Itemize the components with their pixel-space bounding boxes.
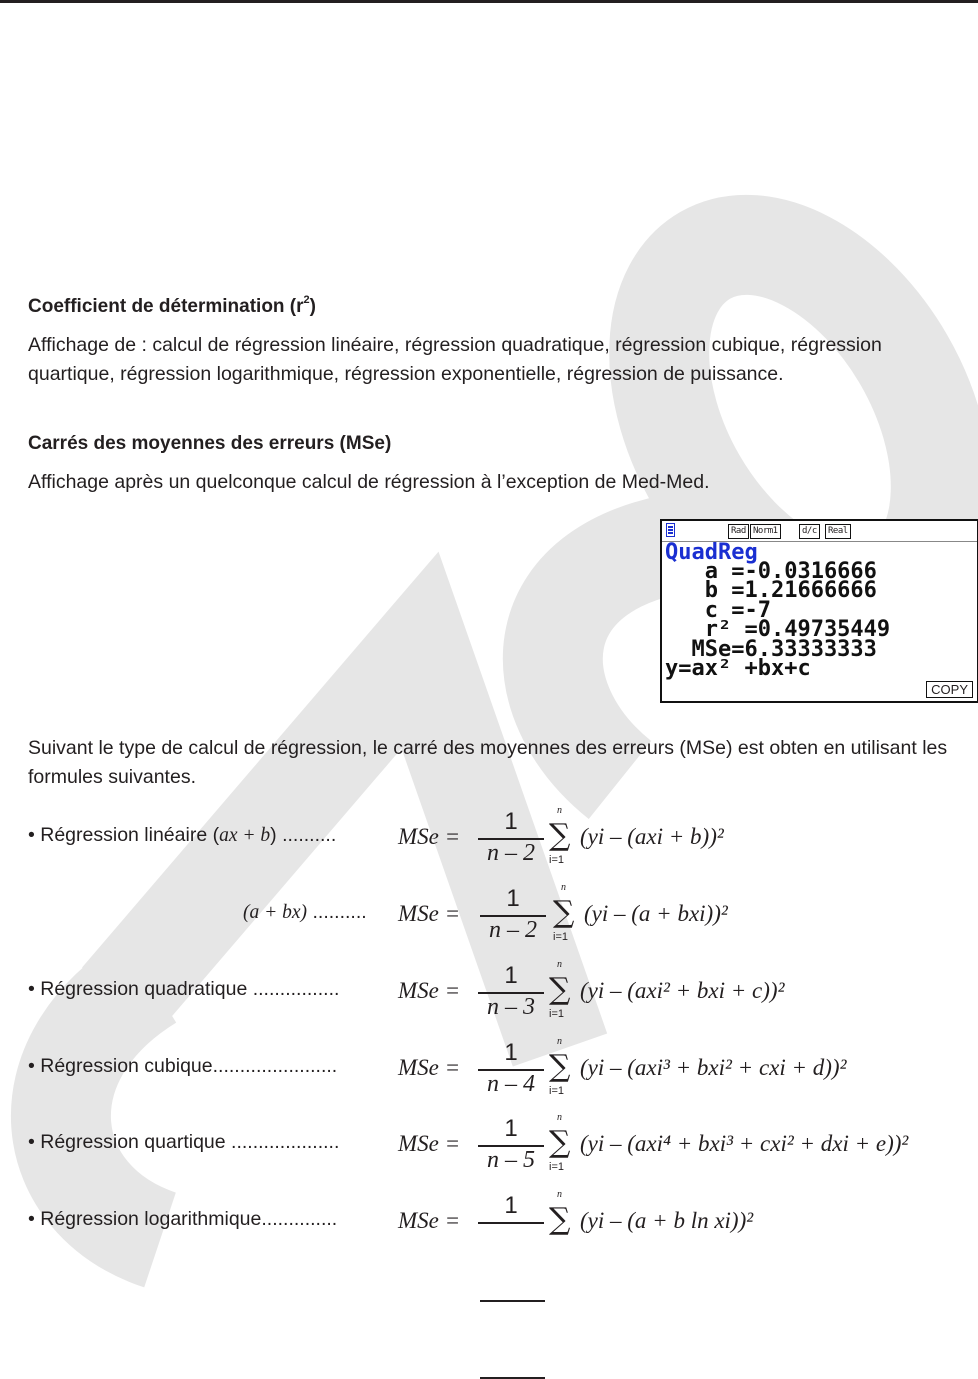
calc-line-mse: MSe=6.33333333 bbox=[665, 637, 877, 662]
sum-upper: n bbox=[557, 1112, 562, 1123]
calc-line-a: a =-0.0316666 bbox=[665, 559, 877, 584]
badge-dc: d/c bbox=[799, 524, 820, 539]
heading-r2-end: ) bbox=[309, 296, 316, 317]
sum-upper: n bbox=[557, 1189, 562, 1200]
calc-title: QuadReg bbox=[665, 540, 758, 565]
heading-r2 bbox=[28, 296, 316, 318]
mse-lhs: MSe = bbox=[398, 1131, 461, 1156]
formula-label-cubic: • Régression cubique....................... bbox=[28, 1055, 338, 1077]
sigma-icon: ∑ n i=1 bbox=[549, 805, 571, 866]
badge-norm: Norm1 bbox=[750, 524, 781, 539]
sigma-icon: ∑ n i=1 bbox=[549, 959, 571, 1020]
denominator: n – 2 bbox=[489, 917, 537, 943]
numerator: 1 bbox=[504, 1039, 518, 1066]
mse-lhs: MSe = bbox=[398, 978, 461, 1003]
mse-lhs: MSe = bbox=[398, 1055, 461, 1080]
formula-expression: (yi – (axi⁴ + bxi³ + cxi² + dxi + e))² bbox=[580, 1131, 909, 1156]
calc-line-c: c =-7 bbox=[665, 598, 771, 623]
fraction-bar bbox=[480, 1300, 545, 1302]
model-text: (a + bx) bbox=[243, 902, 308, 923]
heading-mse: Carrés des moyennes des erreurs (MSe) bbox=[28, 433, 392, 454]
formula-label-quartic: • Régression quartique .................... bbox=[28, 1131, 340, 1153]
calculator-screen bbox=[660, 519, 978, 703]
heading-r2-text: Coefficient de détermination (r bbox=[28, 296, 304, 317]
sum-lower: i=1 bbox=[549, 1085, 564, 1097]
paragraph-mse: Affichage après un quelconque calcul de régression à l’exception de Med-Med. bbox=[28, 471, 710, 493]
numerator: 1 bbox=[506, 885, 520, 912]
formula-label-logarithmic: • Régression logarithmique.............. bbox=[28, 1208, 338, 1230]
calc-line-model: y=ax² +bx+c bbox=[665, 656, 811, 681]
label-dots: ) .......... bbox=[270, 824, 337, 846]
mse-lhs: MSe = bbox=[398, 824, 461, 849]
battery-icon bbox=[666, 523, 675, 537]
copy-softkey[interactable]: COPY bbox=[926, 681, 973, 698]
heading-r2-sup: 2 bbox=[303, 294, 310, 306]
sum-lower: i=1 bbox=[553, 931, 568, 943]
fraction-bar bbox=[478, 1222, 544, 1224]
fraction-bar bbox=[480, 1377, 545, 1379]
sum-lower: i=1 bbox=[549, 1008, 564, 1020]
sum-upper: n bbox=[557, 959, 562, 970]
sum-upper: n bbox=[557, 1036, 562, 1047]
numerator: 1 bbox=[504, 962, 518, 989]
mse-lhs: MSe = bbox=[398, 1208, 461, 1233]
sum-upper: n bbox=[561, 882, 566, 893]
label-dots: .......... bbox=[307, 901, 367, 923]
sigma-icon: ∑ n i=1 bbox=[549, 1112, 571, 1173]
formula-expression: (yi – (axi³ + bxi² + cxi + d))² bbox=[580, 1055, 847, 1080]
denominator: n – 3 bbox=[487, 994, 535, 1020]
formula-expression: (yi – (a + b ln xi))² bbox=[580, 1208, 754, 1233]
formula-expression: (yi – (axi² + bxi + c))² bbox=[580, 978, 785, 1003]
formula-expression: (yi – (a + bxi))² bbox=[584, 901, 728, 926]
label-text: • Régression linéaire ( bbox=[28, 824, 220, 846]
sigma-icon: ∑ n i=1 bbox=[549, 1036, 571, 1097]
paragraph-r2: Affichage de : calcul de régression linéaire, régression quadratique, régression cubique, régression quartique, régression logarithmique, régression exponentielle, régression de puissance. bbox=[28, 334, 882, 385]
badge-rad: Rad bbox=[728, 524, 749, 539]
formula-label-quadratic: • Régression quadratique ................ bbox=[28, 978, 340, 1000]
formula-label-linear bbox=[28, 824, 336, 847]
denominator: n – 2 bbox=[487, 840, 535, 866]
numerator: 1 bbox=[504, 808, 518, 835]
formula-expression: (yi – (axi + b))² bbox=[580, 824, 724, 849]
calc-line-b: b =1.21666666 bbox=[665, 578, 877, 603]
sigma-icon: ∑ n bbox=[549, 1189, 571, 1237]
denominator: n – 5 bbox=[487, 1147, 535, 1173]
sum-lower: i=1 bbox=[549, 854, 564, 866]
status-bar bbox=[662, 521, 977, 542]
model-text: ax + b bbox=[219, 825, 271, 846]
badge-real: Real bbox=[825, 524, 851, 539]
numerator: 1 bbox=[504, 1115, 518, 1142]
sum-lower: i=1 bbox=[549, 1161, 564, 1173]
mse-lhs: MSe = bbox=[398, 901, 461, 926]
calc-line-r2: r² =0.49735449 bbox=[665, 617, 891, 642]
numerator: 1 bbox=[504, 1192, 518, 1219]
formula-label-linear-alt bbox=[243, 901, 367, 924]
paragraph-intro: Suivant le type de calcul de régression, le carré des moyennes des erreurs (MSe) est obten en utilisant les formules suivantes. bbox=[28, 737, 948, 788]
denominator: n – 4 bbox=[487, 1071, 535, 1097]
sum-upper: n bbox=[557, 805, 562, 816]
sigma-icon: ∑ n i=1 bbox=[553, 882, 575, 943]
